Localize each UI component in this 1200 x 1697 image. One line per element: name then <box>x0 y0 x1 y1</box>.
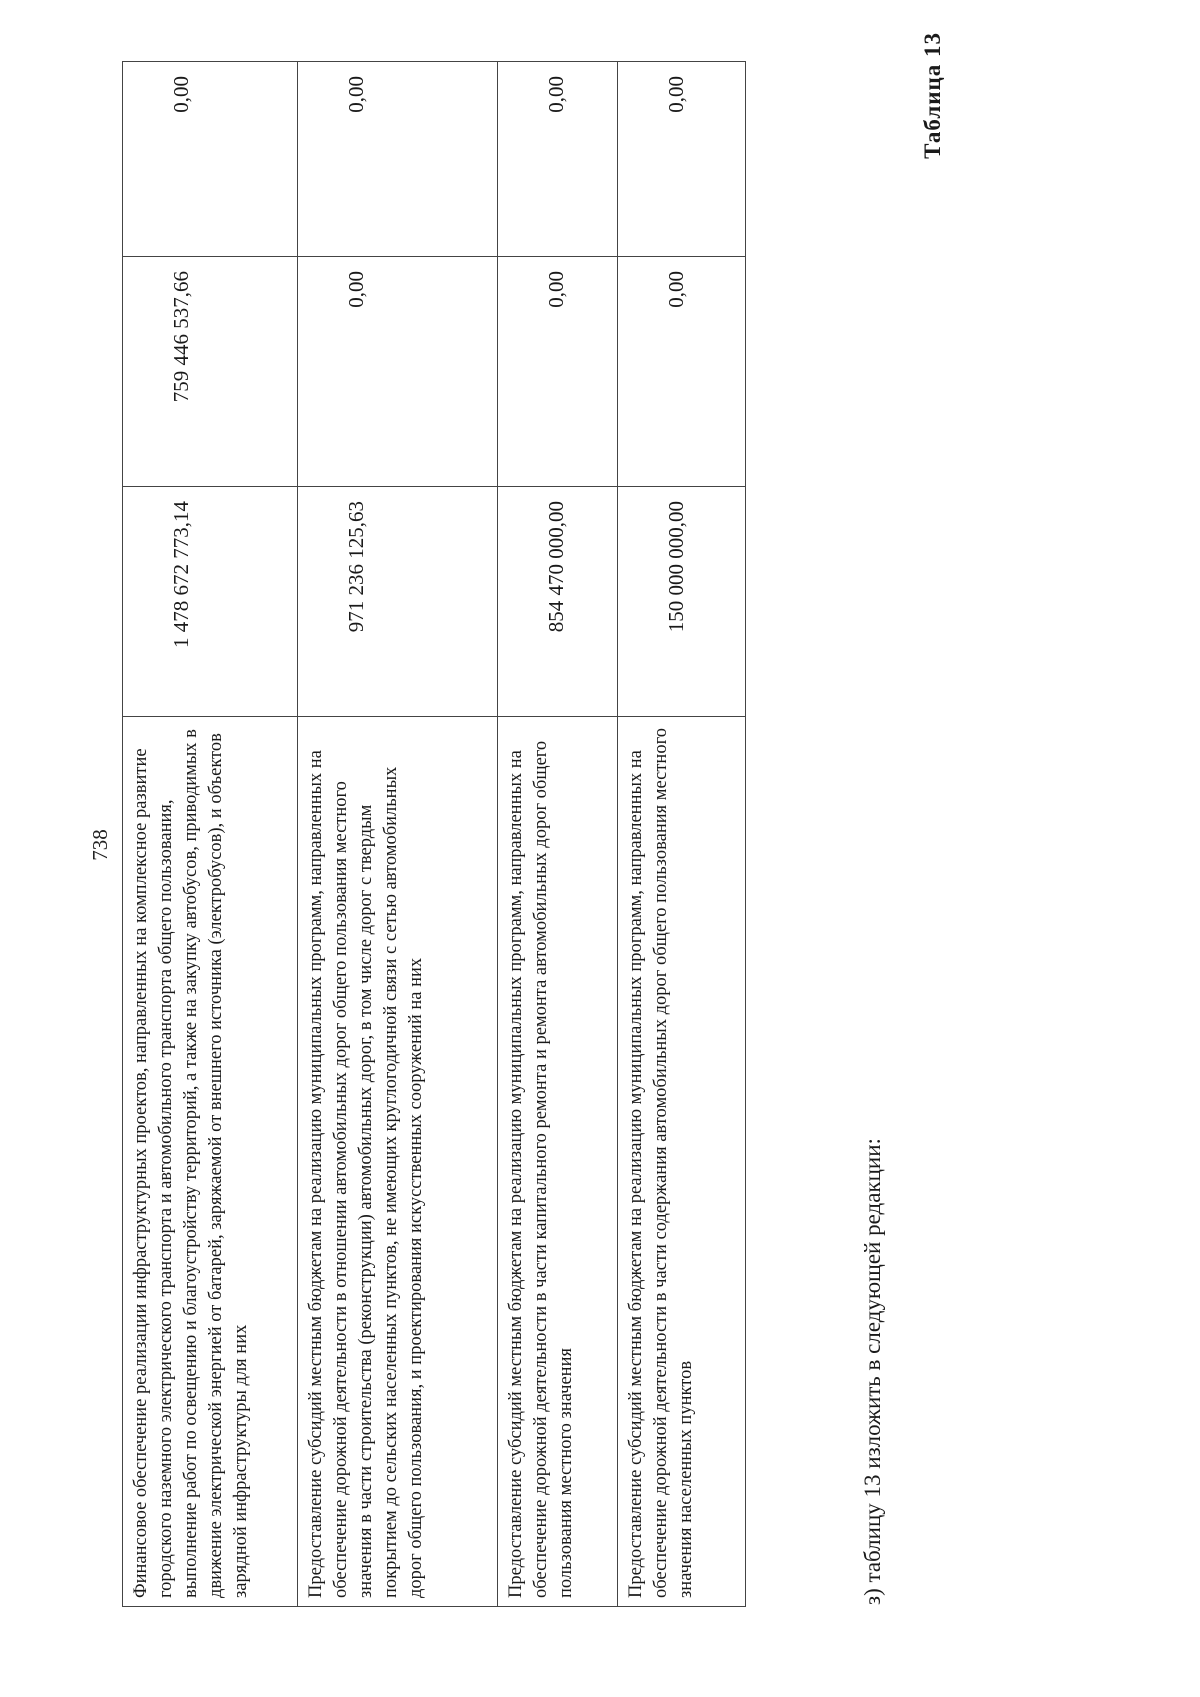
row-value-1: 971 236 125,63 <box>298 487 498 717</box>
row-description: Финансовое обеспечение реализации инфраструктурных проектов, направленных на комплексное развитие городского наземного электрического транспорта и автомобильного транспорта общего пользования, выполнение работ по освещению и благоустройству территорий, а также на закупку автобусов, приводимых в движение электрической энергией от батарей, заряжаемой от внешнего источника (электробусов), и объектов зарядной инфраструктуры для них <box>123 717 298 1607</box>
table-row <box>123 62 298 1607</box>
row-description: Предоставление субсидий местным бюджетам на реализацию муниципальных программ, направленных на обеспечение дорожной деятельности в отношении автомобильных дорог общего пользования местного значения в части строительства (реконструкции) автомобильных дорог, в том числе дорог с твердым покрытием до сельских населенных пунктов, не имеющих круглогодичной связи с сетью автомобильных дорог общего пользования, и проектирования искусственных сооружений на них <box>298 717 498 1607</box>
table-row <box>298 62 498 1607</box>
row-description: Предоставление субсидий местным бюджетам на реализацию муниципальных программ, направленных на обеспечение дорожной деятельности в части содержания автомобильных дорог общего пользования местного значения населенных пунктов <box>618 717 746 1607</box>
table-row <box>498 62 618 1607</box>
row-value-1: 854 470 000,00 <box>498 487 618 717</box>
page-number: 738 <box>88 829 112 861</box>
row-value-3: 0,00 <box>618 62 746 257</box>
row-value-1: 1 478 672 773,14 <box>123 487 298 717</box>
row-value-1: 150 000 000,00 <box>618 487 746 717</box>
amendment-note: з) таблицу 13 изложить в следующей редакции: <box>860 1138 885 1605</box>
table-row <box>618 62 746 1607</box>
budget-table <box>122 61 746 1607</box>
row-value-3: 0,00 <box>298 62 498 257</box>
row-value-2: 0,00 <box>498 257 618 487</box>
row-value-2: 0,00 <box>618 257 746 487</box>
row-description: Предоставление субсидий местным бюджетам на реализацию муниципальных программ, направленных на обеспечение дорожной деятельности в части капитального ремонта и ремонта автомобильных дорог общего пользования местного значения <box>498 717 618 1607</box>
row-value-2: 759 446 537,66 <box>123 257 298 487</box>
row-value-2: 0,00 <box>298 257 498 487</box>
row-value-3: 0,00 <box>123 62 298 257</box>
row-value-3: 0,00 <box>498 62 618 257</box>
table-title: Таблица 13 <box>920 32 945 159</box>
